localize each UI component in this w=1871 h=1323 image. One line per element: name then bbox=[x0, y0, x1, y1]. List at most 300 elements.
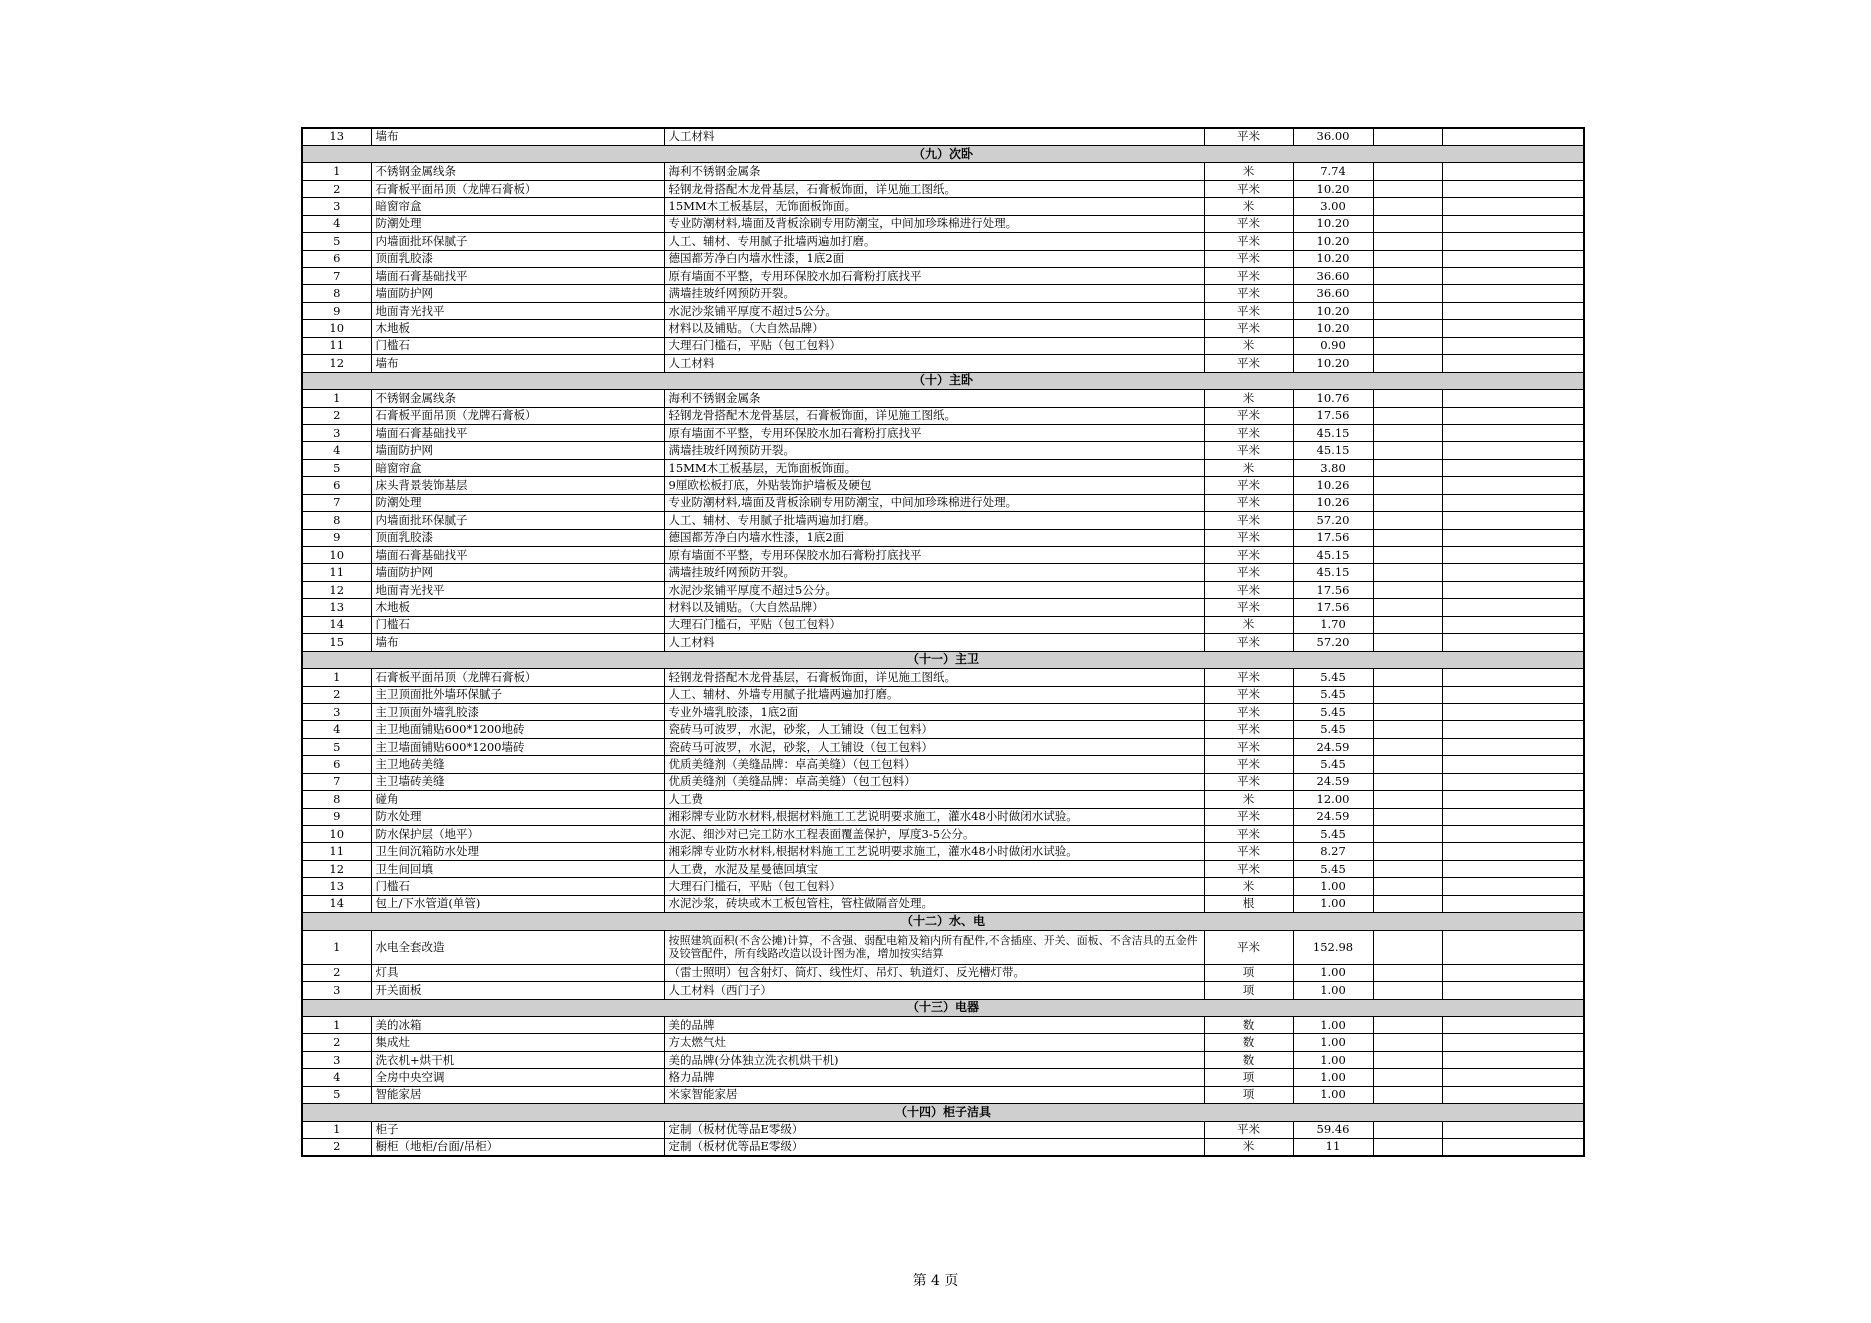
item-quantity-cell: 5.45 bbox=[1293, 669, 1373, 686]
item-quantity-cell: 36.60 bbox=[1293, 268, 1373, 285]
item-number-cell: 11 bbox=[302, 564, 371, 581]
item-number-cell: 10 bbox=[302, 826, 371, 843]
item-description-cell: 优质美缝剂（美缝品牌：卓高美缝）（包工包料） bbox=[664, 756, 1204, 773]
empty-cell bbox=[1442, 180, 1584, 197]
item-description-cell: 按照建筑面积(不含公摊)计算，不含强、弱配电箱及箱内所有配件,不含插座、开关、面板、不含洁具的五金件及铰管配件，所有线路改造以设计图为准，增加按实结算 bbox=[664, 930, 1204, 964]
item-name-cell: 防水保护层（地平） bbox=[371, 826, 664, 843]
item-quantity-cell: 10.20 bbox=[1293, 215, 1373, 232]
item-unit-cell: 平米 bbox=[1204, 477, 1293, 494]
empty-cell bbox=[1442, 198, 1584, 215]
item-quantity-cell: 10.20 bbox=[1293, 180, 1373, 197]
item-number-cell: 12 bbox=[302, 860, 371, 877]
empty-cell bbox=[1373, 843, 1442, 860]
item-unit-cell: 平米 bbox=[1204, 285, 1293, 302]
item-unit-cell: 数 bbox=[1204, 1051, 1293, 1068]
item-description-cell: 人工材料（西门子） bbox=[664, 982, 1204, 999]
empty-cell bbox=[1442, 512, 1584, 529]
item-name-cell: 墙面石膏基础找平 bbox=[371, 424, 664, 441]
section-title: （九）次卧 bbox=[302, 145, 1584, 162]
item-number-cell: 4 bbox=[302, 1069, 371, 1086]
item-name-cell: 墙面防护网 bbox=[371, 564, 664, 581]
item-unit-cell: 平米 bbox=[1204, 756, 1293, 773]
item-name-cell: 顶面乳胶漆 bbox=[371, 250, 664, 267]
item-quantity-cell: 59.46 bbox=[1293, 1121, 1373, 1138]
item-name-cell: 开关面板 bbox=[371, 982, 664, 999]
item-unit-cell: 项 bbox=[1204, 982, 1293, 999]
item-name-cell: 墙布 bbox=[371, 634, 664, 651]
item-unit-cell: 平米 bbox=[1204, 320, 1293, 337]
empty-cell bbox=[1442, 268, 1584, 285]
table-row bbox=[302, 773, 1584, 790]
item-unit-cell: 平米 bbox=[1204, 581, 1293, 598]
table-row bbox=[302, 669, 1584, 686]
item-name-cell: 木地板 bbox=[371, 599, 664, 616]
item-number-cell: 3 bbox=[302, 198, 371, 215]
table-row bbox=[302, 268, 1584, 285]
item-quantity-cell: 10.20 bbox=[1293, 233, 1373, 250]
empty-cell bbox=[1442, 442, 1584, 459]
empty-cell bbox=[1442, 982, 1584, 999]
empty-cell bbox=[1442, 1051, 1584, 1068]
item-number-cell: 14 bbox=[302, 616, 371, 633]
table-row bbox=[302, 1051, 1584, 1068]
item-description-cell: 瓷砖马可波罗，水泥，砂浆，人工铺设（包工包料） bbox=[664, 738, 1204, 755]
item-description-cell: 人工、辅材、专用腻子批墙两遍加打磨。 bbox=[664, 512, 1204, 529]
item-name-cell: 包上/下水管道(单管) bbox=[371, 895, 664, 912]
item-quantity-cell: 10.20 bbox=[1293, 250, 1373, 267]
item-quantity-cell: 10.20 bbox=[1293, 320, 1373, 337]
table-row bbox=[302, 128, 1584, 145]
item-number-cell: 14 bbox=[302, 895, 371, 912]
table-row bbox=[302, 599, 1584, 616]
item-number-cell: 7 bbox=[302, 268, 371, 285]
item-name-cell: 石膏板平面吊顶（龙牌石膏板） bbox=[371, 669, 664, 686]
item-unit-cell: 平米 bbox=[1204, 442, 1293, 459]
item-description-cell: 专业外墙乳胶漆，1底2面 bbox=[664, 703, 1204, 720]
empty-cell bbox=[1373, 581, 1442, 598]
empty-cell bbox=[1442, 686, 1584, 703]
item-name-cell: 不锈钢金属线条 bbox=[371, 390, 664, 407]
empty-cell bbox=[1442, 477, 1584, 494]
item-quantity-cell: 17.56 bbox=[1293, 599, 1373, 616]
empty-cell bbox=[1442, 547, 1584, 564]
item-name-cell: 智能家居 bbox=[371, 1086, 664, 1103]
empty-cell bbox=[1373, 390, 1442, 407]
item-quantity-cell: 24.59 bbox=[1293, 808, 1373, 825]
item-quantity-cell: 45.15 bbox=[1293, 547, 1373, 564]
item-unit-cell: 米 bbox=[1204, 791, 1293, 808]
item-description-cell: 人工、辅材、外墙专用腻子批墙两遍加打磨。 bbox=[664, 686, 1204, 703]
empty-cell bbox=[1442, 860, 1584, 877]
empty-cell bbox=[1373, 337, 1442, 354]
item-quantity-cell: 3.00 bbox=[1293, 198, 1373, 215]
empty-cell bbox=[1373, 477, 1442, 494]
item-quantity-cell: 5.45 bbox=[1293, 826, 1373, 843]
table-row bbox=[302, 756, 1584, 773]
empty-cell bbox=[1373, 233, 1442, 250]
item-unit-cell: 平米 bbox=[1204, 355, 1293, 372]
table-row bbox=[302, 1069, 1584, 1086]
table-row bbox=[302, 826, 1584, 843]
item-description-cell: 轻钢龙骨搭配木龙骨基层，石膏板饰面，详见施工图纸。 bbox=[664, 669, 1204, 686]
table-row bbox=[302, 634, 1584, 651]
empty-cell bbox=[1442, 599, 1584, 616]
item-unit-cell: 平米 bbox=[1204, 512, 1293, 529]
item-quantity-cell: 7.74 bbox=[1293, 163, 1373, 180]
empty-cell bbox=[1442, 721, 1584, 738]
empty-cell bbox=[1373, 669, 1442, 686]
item-quantity-cell: 45.15 bbox=[1293, 424, 1373, 441]
item-name-cell: 防潮处理 bbox=[371, 215, 664, 232]
item-description-cell: 满墙挂玻纤网预防开裂。 bbox=[664, 564, 1204, 581]
item-number-cell: 5 bbox=[302, 459, 371, 476]
item-description-cell: 米家智能家居 bbox=[664, 1086, 1204, 1103]
item-quantity-cell: 3.80 bbox=[1293, 459, 1373, 476]
item-name-cell: 门槛石 bbox=[371, 616, 664, 633]
item-description-cell: 定制（板材优等品E零级） bbox=[664, 1121, 1204, 1138]
table-row bbox=[302, 407, 1584, 424]
item-number-cell: 3 bbox=[302, 424, 371, 441]
item-description-cell: 材料以及铺贴。（大自然品牌） bbox=[664, 599, 1204, 616]
table-row bbox=[302, 738, 1584, 755]
empty-cell bbox=[1373, 826, 1442, 843]
item-unit-cell: 平米 bbox=[1204, 738, 1293, 755]
empty-cell bbox=[1442, 616, 1584, 633]
item-unit-cell: 数 bbox=[1204, 1034, 1293, 1051]
empty-cell bbox=[1373, 424, 1442, 441]
empty-cell bbox=[1373, 964, 1442, 981]
item-number-cell: 3 bbox=[302, 703, 371, 720]
empty-cell bbox=[1373, 599, 1442, 616]
empty-cell bbox=[1442, 529, 1584, 546]
item-unit-cell: 平米 bbox=[1204, 930, 1293, 964]
empty-cell bbox=[1373, 860, 1442, 877]
item-description-cell: 湘彩牌专业防水材料,根据材料施工工艺说明要求施工，灌水48小时做闭水试验。 bbox=[664, 808, 1204, 825]
item-name-cell: 石膏板平面吊顶（龙牌石膏板） bbox=[371, 180, 664, 197]
table-row bbox=[302, 930, 1584, 964]
item-unit-cell: 平米 bbox=[1204, 529, 1293, 546]
item-number-cell: 2 bbox=[302, 407, 371, 424]
item-description-cell: 水泥、细沙对已完工防水工程表面覆盖保护，厚度3-5公分。 bbox=[664, 826, 1204, 843]
item-name-cell: 主卫墙面铺贴600*1200墙砖 bbox=[371, 738, 664, 755]
item-description-cell: 瓷砖马可波罗，水泥，砂浆，人工铺设（包工包料） bbox=[664, 721, 1204, 738]
table-row bbox=[302, 424, 1584, 441]
section-header-row bbox=[302, 999, 1584, 1016]
item-unit-cell: 米 bbox=[1204, 1139, 1293, 1156]
item-quantity-cell: 1.00 bbox=[1293, 964, 1373, 981]
item-description-cell: 美的品牌(分体独立洗衣机烘干机) bbox=[664, 1051, 1204, 1068]
item-unit-cell: 米 bbox=[1204, 459, 1293, 476]
empty-cell bbox=[1442, 843, 1584, 860]
empty-cell bbox=[1373, 878, 1442, 895]
item-quantity-cell: 17.56 bbox=[1293, 581, 1373, 598]
item-number-cell: 1 bbox=[302, 1121, 371, 1138]
empty-cell bbox=[1442, 791, 1584, 808]
item-name-cell: 墙布 bbox=[371, 128, 664, 145]
item-description-cell: 优质美缝剂（美缝品牌：卓高美缝）（包工包料） bbox=[664, 773, 1204, 790]
section-header-row bbox=[302, 1104, 1584, 1121]
item-description-cell: 轻钢龙骨搭配木龙骨基层，石膏板饰面，详见施工图纸。 bbox=[664, 407, 1204, 424]
empty-cell bbox=[1373, 738, 1442, 755]
item-number-cell: 8 bbox=[302, 512, 371, 529]
section-header-row bbox=[302, 145, 1584, 162]
empty-cell bbox=[1442, 494, 1584, 511]
item-quantity-cell: 0.90 bbox=[1293, 337, 1373, 354]
empty-cell bbox=[1373, 1069, 1442, 1086]
table-row bbox=[302, 512, 1584, 529]
item-unit-cell: 项 bbox=[1204, 1086, 1293, 1103]
item-description-cell: 格力品牌 bbox=[664, 1069, 1204, 1086]
item-name-cell: 橱柜（地柜/台面/吊柜） bbox=[371, 1139, 664, 1156]
empty-cell bbox=[1373, 808, 1442, 825]
item-description-cell: 原有墙面不平整，专用环保胶水加石膏粉打底找平 bbox=[664, 547, 1204, 564]
empty-cell bbox=[1373, 459, 1442, 476]
empty-cell bbox=[1442, 1069, 1584, 1086]
item-description-cell: 水泥沙浆铺平厚度不超过5公分。 bbox=[664, 302, 1204, 319]
section-title: （十二）水、电 bbox=[302, 913, 1584, 930]
empty-cell bbox=[1373, 721, 1442, 738]
item-number-cell: 12 bbox=[302, 355, 371, 372]
item-number-cell: 10 bbox=[302, 547, 371, 564]
empty-cell bbox=[1373, 686, 1442, 703]
table-row bbox=[302, 808, 1584, 825]
item-unit-cell: 平米 bbox=[1204, 547, 1293, 564]
item-name-cell: 床头背景装饰基层 bbox=[371, 477, 664, 494]
table-row bbox=[302, 442, 1584, 459]
empty-cell bbox=[1442, 302, 1584, 319]
item-description-cell: 海利不锈钢金属条 bbox=[664, 390, 1204, 407]
empty-cell bbox=[1373, 1051, 1442, 1068]
empty-cell bbox=[1442, 233, 1584, 250]
item-description-cell: 专业防潮材料,墙面及背板涂刷专用防潮宝，中间加珍珠棉进行处理。 bbox=[664, 215, 1204, 232]
item-number-cell: 4 bbox=[302, 215, 371, 232]
item-quantity-cell: 36.00 bbox=[1293, 128, 1373, 145]
item-unit-cell: 根 bbox=[1204, 895, 1293, 912]
table-row bbox=[302, 180, 1584, 197]
empty-cell bbox=[1373, 128, 1442, 145]
item-number-cell: 9 bbox=[302, 808, 371, 825]
item-name-cell: 石膏板平面吊顶（龙牌石膏板） bbox=[371, 407, 664, 424]
item-name-cell: 暗窗帘盒 bbox=[371, 198, 664, 215]
empty-cell bbox=[1442, 773, 1584, 790]
empty-cell bbox=[1442, 424, 1584, 441]
item-name-cell: 洗衣机+烘干机 bbox=[371, 1051, 664, 1068]
item-quantity-cell: 10.20 bbox=[1293, 355, 1373, 372]
item-number-cell: 11 bbox=[302, 337, 371, 354]
item-name-cell: 碰角 bbox=[371, 791, 664, 808]
table-row bbox=[302, 233, 1584, 250]
item-quantity-cell: 1.00 bbox=[1293, 878, 1373, 895]
item-number-cell: 2 bbox=[302, 1034, 371, 1051]
empty-cell bbox=[1373, 180, 1442, 197]
item-unit-cell: 平米 bbox=[1204, 180, 1293, 197]
table-row bbox=[302, 215, 1584, 232]
empty-cell bbox=[1442, 964, 1584, 981]
item-name-cell: 墙布 bbox=[371, 355, 664, 372]
item-description-cell: 大理石门槛石，平贴（包工包料） bbox=[664, 337, 1204, 354]
empty-cell bbox=[1442, 895, 1584, 912]
item-unit-cell: 平米 bbox=[1204, 302, 1293, 319]
empty-cell bbox=[1442, 1034, 1584, 1051]
table-row bbox=[302, 616, 1584, 633]
item-unit-cell: 米 bbox=[1204, 878, 1293, 895]
item-name-cell: 地面青光找平 bbox=[371, 302, 664, 319]
empty-cell bbox=[1373, 1016, 1442, 1033]
section-header-row bbox=[302, 913, 1584, 930]
item-description-cell: 满墙挂玻纤网预防开裂。 bbox=[664, 285, 1204, 302]
empty-cell bbox=[1373, 791, 1442, 808]
item-name-cell: 防水处理 bbox=[371, 808, 664, 825]
item-quantity-cell: 1.70 bbox=[1293, 616, 1373, 633]
empty-cell bbox=[1373, 407, 1442, 424]
item-unit-cell: 平米 bbox=[1204, 773, 1293, 790]
item-number-cell: 1 bbox=[302, 669, 371, 686]
item-unit-cell: 平米 bbox=[1204, 599, 1293, 616]
empty-cell bbox=[1442, 826, 1584, 843]
section-title: （十）主卧 bbox=[302, 372, 1584, 389]
item-number-cell: 9 bbox=[302, 302, 371, 319]
table-row bbox=[302, 285, 1584, 302]
empty-cell bbox=[1442, 808, 1584, 825]
item-unit-cell: 平米 bbox=[1204, 268, 1293, 285]
item-unit-cell: 平米 bbox=[1204, 233, 1293, 250]
empty-cell bbox=[1373, 215, 1442, 232]
item-quantity-cell: 5.45 bbox=[1293, 721, 1373, 738]
item-description-cell: 人工材料 bbox=[664, 634, 1204, 651]
empty-cell bbox=[1442, 564, 1584, 581]
item-description-cell: 人工费，水泥及星曼德回填宝 bbox=[664, 860, 1204, 877]
item-number-cell: 1 bbox=[302, 1016, 371, 1033]
item-number-cell: 8 bbox=[302, 791, 371, 808]
empty-cell bbox=[1442, 634, 1584, 651]
item-description-cell: 方太燃气灶 bbox=[664, 1034, 1204, 1051]
item-unit-cell: 项 bbox=[1204, 1069, 1293, 1086]
item-number-cell: 6 bbox=[302, 250, 371, 267]
table-row bbox=[302, 302, 1584, 319]
item-quantity-cell: 45.15 bbox=[1293, 442, 1373, 459]
item-quantity-cell: 24.59 bbox=[1293, 773, 1373, 790]
item-description-cell: 湘彩牌专业防水材料,根据材料施工工艺说明要求施工，灌水48小时做闭水试验。 bbox=[664, 843, 1204, 860]
table-row bbox=[302, 703, 1584, 720]
item-unit-cell: 平米 bbox=[1204, 721, 1293, 738]
item-quantity-cell: 1.00 bbox=[1293, 1016, 1373, 1033]
item-quantity-cell: 1.00 bbox=[1293, 1051, 1373, 1068]
item-number-cell: 6 bbox=[302, 756, 371, 773]
item-description-cell: 定制（板材优等品E零级） bbox=[664, 1139, 1204, 1156]
empty-cell bbox=[1442, 128, 1584, 145]
section-title: （十四）柜子洁具 bbox=[302, 1104, 1584, 1121]
item-unit-cell: 米 bbox=[1204, 163, 1293, 180]
empty-cell bbox=[1442, 407, 1584, 424]
empty-cell bbox=[1442, 581, 1584, 598]
item-name-cell: 墙面石膏基础找平 bbox=[371, 547, 664, 564]
item-quantity-cell: 5.45 bbox=[1293, 756, 1373, 773]
item-number-cell: 2 bbox=[302, 180, 371, 197]
section-header-row bbox=[302, 372, 1584, 389]
item-unit-cell: 数 bbox=[1204, 1016, 1293, 1033]
item-name-cell: 不锈钢金属线条 bbox=[371, 163, 664, 180]
item-description-cell: 材料以及铺贴。（大自然品牌） bbox=[664, 320, 1204, 337]
empty-cell bbox=[1442, 738, 1584, 755]
item-description-cell: 15MM木工板基层，无饰面板饰面。 bbox=[664, 459, 1204, 476]
empty-cell bbox=[1373, 250, 1442, 267]
item-name-cell: 灯具 bbox=[371, 964, 664, 981]
item-unit-cell: 米 bbox=[1204, 198, 1293, 215]
item-number-cell: 12 bbox=[302, 581, 371, 598]
table-row bbox=[302, 1086, 1584, 1103]
item-name-cell: 卫生间沉箱防水处理 bbox=[371, 843, 664, 860]
item-name-cell: 美的冰箱 bbox=[371, 1016, 664, 1033]
item-unit-cell: 平米 bbox=[1204, 407, 1293, 424]
table-row bbox=[302, 1034, 1584, 1051]
item-name-cell: 主卫顶面外墙乳胶漆 bbox=[371, 703, 664, 720]
item-description-cell: 人工材料 bbox=[664, 355, 1204, 372]
empty-cell bbox=[1373, 1086, 1442, 1103]
empty-cell bbox=[1373, 703, 1442, 720]
empty-cell bbox=[1373, 494, 1442, 511]
item-name-cell: 墙面防护网 bbox=[371, 442, 664, 459]
item-quantity-cell: 1.00 bbox=[1293, 895, 1373, 912]
item-number-cell: 13 bbox=[302, 878, 371, 895]
item-name-cell: 内墙面批环保腻子 bbox=[371, 233, 664, 250]
item-name-cell: 顶面乳胶漆 bbox=[371, 529, 664, 546]
empty-cell bbox=[1442, 669, 1584, 686]
empty-cell bbox=[1442, 250, 1584, 267]
item-number-cell: 4 bbox=[302, 442, 371, 459]
item-quantity-cell: 45.15 bbox=[1293, 564, 1373, 581]
item-unit-cell: 平米 bbox=[1204, 250, 1293, 267]
item-unit-cell: 平米 bbox=[1204, 634, 1293, 651]
table-row bbox=[302, 163, 1584, 180]
empty-cell bbox=[1442, 1016, 1584, 1033]
empty-cell bbox=[1442, 878, 1584, 895]
empty-cell bbox=[1373, 547, 1442, 564]
empty-cell bbox=[1373, 1121, 1442, 1138]
item-description-cell: 德国都芳净白内墙水性漆，1底2面 bbox=[664, 250, 1204, 267]
empty-cell bbox=[1442, 390, 1584, 407]
section-header-row bbox=[302, 651, 1584, 668]
item-quantity-cell: 10.20 bbox=[1293, 302, 1373, 319]
item-unit-cell: 米 bbox=[1204, 616, 1293, 633]
empty-cell bbox=[1373, 756, 1442, 773]
item-name-cell: 地面青光找平 bbox=[371, 581, 664, 598]
table-body bbox=[302, 128, 1584, 1156]
item-description-cell: 轻钢龙骨搭配木龙骨基层，石膏板饰面，详见施工图纸。 bbox=[664, 180, 1204, 197]
table-row bbox=[302, 878, 1584, 895]
item-number-cell: 7 bbox=[302, 494, 371, 511]
item-description-cell: 9厘欧松板打底，外贴装饰护墙板及硬包 bbox=[664, 477, 1204, 494]
table-row bbox=[302, 1016, 1584, 1033]
empty-cell bbox=[1373, 320, 1442, 337]
item-number-cell: 13 bbox=[302, 128, 371, 145]
item-quantity-cell: 152.98 bbox=[1293, 930, 1373, 964]
table-row bbox=[302, 547, 1584, 564]
table-row bbox=[302, 477, 1584, 494]
item-number-cell: 1 bbox=[302, 930, 371, 964]
empty-cell bbox=[1373, 442, 1442, 459]
item-unit-cell: 平米 bbox=[1204, 564, 1293, 581]
item-description-cell: 满墙挂玻纤网预防开裂。 bbox=[664, 442, 1204, 459]
table-row bbox=[302, 355, 1584, 372]
empty-cell bbox=[1373, 268, 1442, 285]
item-name-cell: 卫生间回填 bbox=[371, 860, 664, 877]
item-number-cell: 5 bbox=[302, 233, 371, 250]
table-row bbox=[302, 529, 1584, 546]
item-quantity-cell: 24.59 bbox=[1293, 738, 1373, 755]
empty-cell bbox=[1442, 355, 1584, 372]
section-title: （十一）主卫 bbox=[302, 651, 1584, 668]
table-row bbox=[302, 860, 1584, 877]
